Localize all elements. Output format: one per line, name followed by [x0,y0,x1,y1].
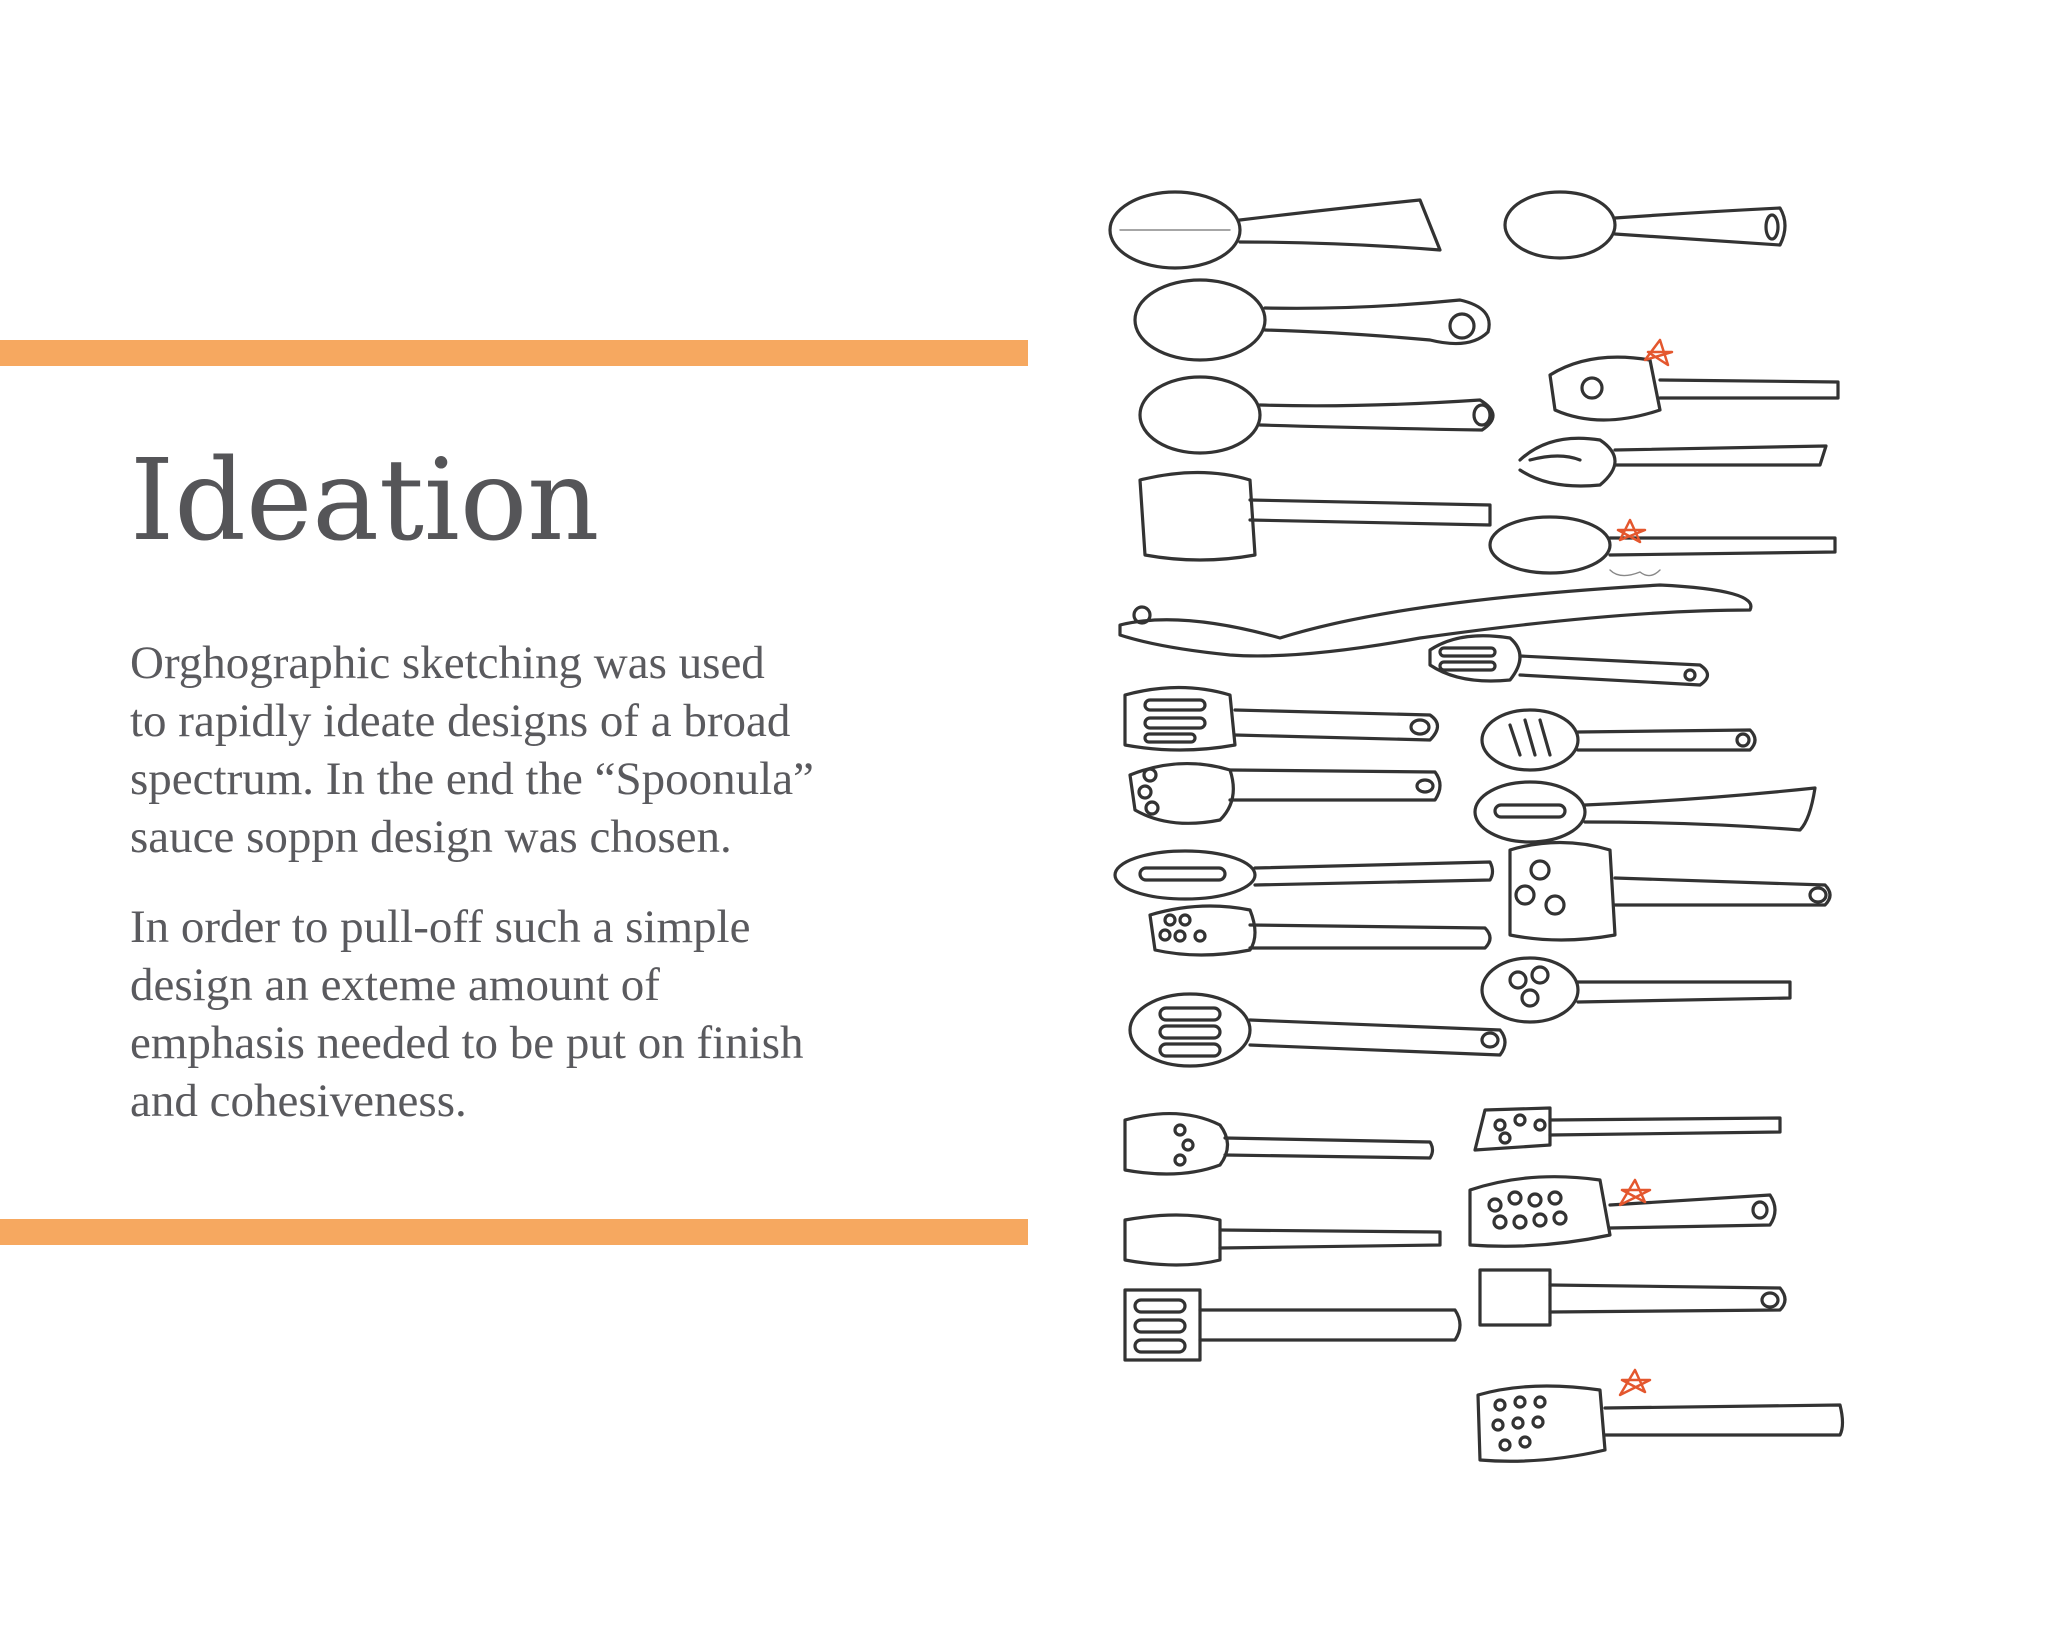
spoon-sketch [1550,340,1838,420]
slotted-spoon-sketch [1475,782,1815,842]
accent-bar-bottom [0,1219,1028,1245]
text-line: and cohesiveness. [130,1075,467,1127]
paragraph-finish [130,898,950,1130]
text-line: to rapidly ideate designs of a broad [130,695,791,747]
holed-spatula-sketch [1470,1177,1775,1247]
text-line: Orghographic sketching was used [130,637,765,689]
slotted-spatula-sketch [1125,688,1438,751]
holed-spoon-sketch [1125,1114,1433,1174]
holed-spatula-sketch [1475,1108,1780,1150]
spoon-sketch [1110,192,1440,268]
utensil-sketches-image [1100,160,1880,1520]
spoon-sketch [1490,517,1835,576]
text-line: spectrum. In the end the “Spoonula” [130,753,814,805]
spatula-sketch [1140,473,1490,561]
spoon-sketch [1135,280,1489,360]
spatula-sketch [1480,1270,1785,1325]
slotted-spoon-sketch [1115,851,1493,899]
text-line: emphasis needed to be put on finish [130,1017,804,1069]
holed-spoon-sketch [1482,958,1790,1022]
accent-bar-top [0,340,1028,366]
spatula-sketch [1125,1215,1440,1265]
spoon-sketch [1505,192,1785,258]
holed-spoon-sketch [1130,764,1440,824]
slide-title: Ideation [130,436,600,566]
holed-spoon-sketch [1150,906,1490,955]
paragraph-sketching [130,634,950,866]
text-line: design an exteme amount of [130,959,660,1011]
text-line: In order to pull-off such a simple [130,901,751,953]
slotted-spoon-sketch [1430,636,1708,685]
spoon-sketch [1140,377,1493,453]
slotted-spoon-sketch [1482,710,1755,770]
slotted-spoon-sketch [1130,994,1505,1066]
text-line: sauce soppn design was chosen. [130,811,732,863]
holed-spatula-sketch [1510,843,1830,941]
spoon-sketch [1520,438,1826,486]
slotted-spatula-sketch [1125,1290,1460,1360]
holed-spatula-sketch [1478,1370,1843,1461]
